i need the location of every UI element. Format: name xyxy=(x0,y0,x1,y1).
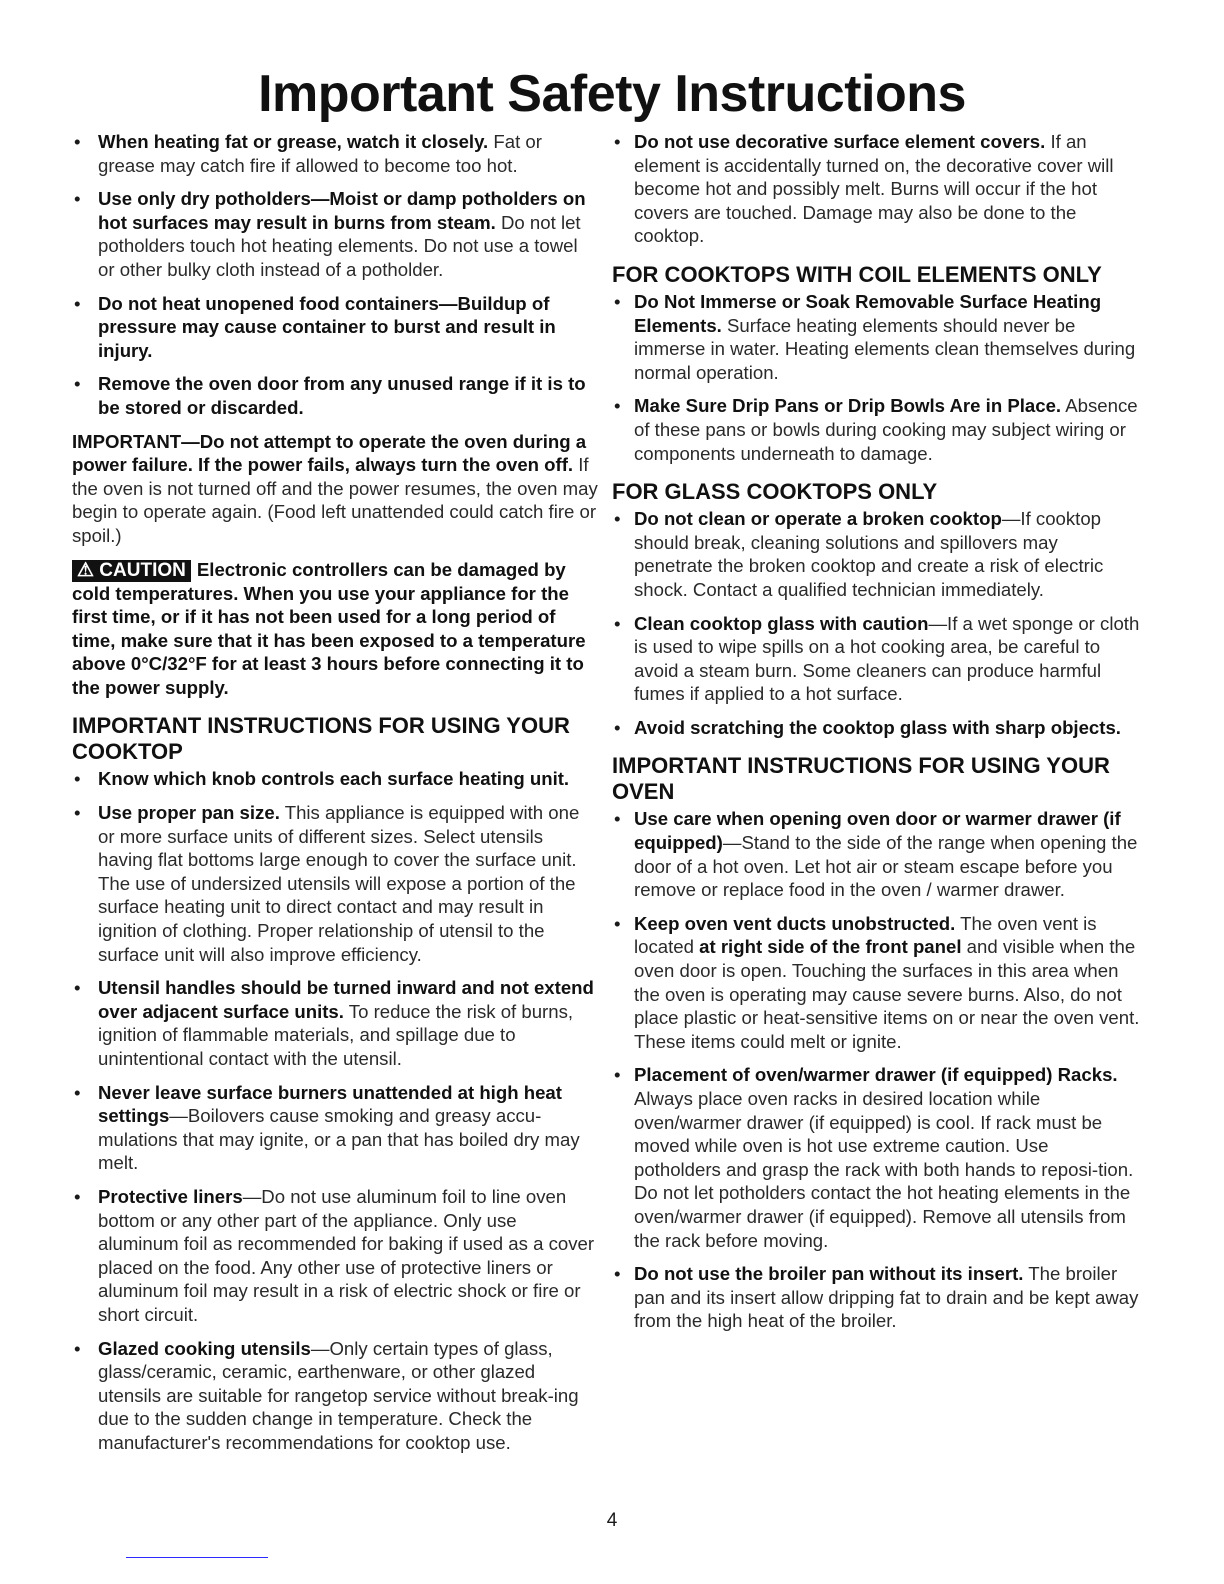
page-number: 4 xyxy=(606,1510,618,1531)
bold-text: Do Not Immerse or Soak Removable Surface Heating Elements. xyxy=(634,290,1102,336)
body-text: —Do not use aluminum foil to line oven bottom or any other part of the appliance. Only use aluminum foil as recommended for baking if used as a cover placed on the food. Any other use of protective liners or aluminum foil may result in a risk of electric shock or fire or short circuit. xyxy=(98,1185,595,1325)
bold-text: at right side of the front panel xyxy=(699,936,962,958)
bold-text: Use care when opening oven door or warmer drawer (if equipped) xyxy=(634,808,1121,854)
body-text: —Only certain types of glass, glass/ceramic, ceramic, earthenware, or other glazed utensils are suitable for rangetop service without break-ing due to the sudden change in temperature. Check the manufacturer's recommendations for cooktop use. xyxy=(98,1337,579,1453)
bullet-item xyxy=(72,801,598,966)
bullet-item xyxy=(612,612,1140,706)
body-text: The oven vent is located xyxy=(634,912,1097,958)
body-text: Fat or grease may catch fire if allowed to become too hot. xyxy=(98,131,542,176)
bold-text: Utensil handles should be turned inward and not extend over adjacent surface units. xyxy=(98,977,594,1022)
body-text: The broiler pan and its insert allow dripping fat to drain and be kept away from the high heat of the broiler. xyxy=(634,1263,1139,1332)
bullet-item xyxy=(72,976,598,1070)
body-text: —Stand to the side of the range when opening the door of a hot oven. Let hot air or steam escape before you remove or replace food in the oven / warmer drawer. xyxy=(634,832,1138,901)
body-text: Do not let potholders touch hot heating elements. Do not use a towel or other bulky cloth instead of a potholder. xyxy=(98,211,581,280)
bullet-item xyxy=(72,292,598,363)
bold-text: Protective liners xyxy=(98,1185,243,1207)
bold-text: Make Sure Drip Pans or Drip Bowls Are in Place. xyxy=(634,395,1062,417)
page-title: Important Safety Instructions xyxy=(258,65,966,123)
bullet-item xyxy=(612,1262,1140,1333)
body-text: Surface heating elements should never be immerse in water. Heating elements clean themselves during normal operation. xyxy=(634,314,1136,383)
bold-text: Keep oven vent ducts unobstructed. xyxy=(634,912,956,934)
body-text: and visible when the oven door is open. Touching the surfaces in this area when the oven is operating may cause severe burns. Also, do not place plastic or heat-sensitive items on or near the oven vent. These items could melt or ignite. xyxy=(634,936,1140,1052)
bullet-item xyxy=(612,394,1140,465)
bullet-item xyxy=(72,1337,598,1455)
caution-paragraph xyxy=(72,558,598,700)
right-column xyxy=(612,130,1140,1343)
section-heading: IMPORTANT INSTRUCTIONS FOR USING YOUR COOKTOP xyxy=(72,713,570,765)
section-heading: FOR GLASS COOKTOPS ONLY xyxy=(612,479,938,505)
bold-text: Electronic controllers can be damaged by cold temperatures. When you use your appliance for the first time, or if it has not been used for a long period of time, make sure that it has been exposed to a temperature above 0°C/32°F for at least 3 hours before connecting it to the power supply. xyxy=(72,558,586,698)
bold-text: Do not clean or operate a broken cooktop xyxy=(634,508,1002,530)
bullet-item xyxy=(72,1081,598,1175)
body-text: If an element is accidentally turned on, the decorative cover will become hot and possibly melt. Burns will occur if the hot covers are touched. Damage may also be done to the cooktop. xyxy=(634,131,1114,247)
bold-text: Remove the oven door from any unused range if it is to be stored or discarded. xyxy=(98,373,586,418)
bold-text: Use only dry potholders—Moist or damp potholders on hot surfaces may result in burns from steam. xyxy=(98,188,586,233)
body-text: Absence of these pans or bowls during cooking may subject wiring or components underneath to damage. xyxy=(634,395,1138,464)
bold-text: Glazed cooking utensils xyxy=(98,1337,311,1359)
bold-text: Know which knob controls each surface heating unit. xyxy=(98,768,570,790)
body-text: Always place oven racks in desired location while oven/warmer drawer (if equipped) is cool. If rack must be moved while oven is hot use extreme caution. Use potholders and grasp the rack with both hands to reposi-tion. Do not let potholders contact the hot heating elements in the oven/warmer drawer (if equipped). Remove all utensils from the rack before moving. xyxy=(634,1088,1134,1251)
bullet-item xyxy=(72,187,598,281)
bold-text: Do not heat unopened food containers—Buildup of pressure may cause container to burst and result in injury. xyxy=(98,292,556,361)
section-heading: FOR COOKTOPS WITH COIL ELEMENTS ONLY xyxy=(612,261,1102,287)
bullet-item xyxy=(612,912,1140,1054)
bullet-item xyxy=(72,767,598,791)
bold-text: When heating fat or grease, watch it closely. xyxy=(98,131,489,152)
bullet-item xyxy=(612,290,1140,384)
bold-text: Do not use the broiler pan without its insert. xyxy=(634,1263,1024,1285)
bold-text: IMPORTANT—Do not attempt to operate the oven during a power failure. If the power fails, always turn the oven off. xyxy=(72,430,587,476)
section-heading: IMPORTANT INSTRUCTIONS FOR USING YOUR OVEN xyxy=(612,753,1110,805)
bold-text: Never leave surface burners unattended at high heat settings xyxy=(98,1081,562,1127)
bullet-item xyxy=(612,130,1140,248)
bullet-item xyxy=(612,507,1140,601)
footer-divider xyxy=(126,1557,268,1558)
bold-text: Clean cooktop glass with caution xyxy=(634,612,929,634)
bullet-item xyxy=(612,716,1140,740)
bold-text: Use proper pan size. xyxy=(98,802,280,824)
bold-text: Avoid scratching the cooktop glass with sharp objects. xyxy=(634,716,1121,738)
body-text: To reduce the risk of burns, ignition of flammable materials, and spillage due to unintentional contact with the utensil. xyxy=(98,1000,574,1069)
body-text: If the oven is not turned off and the power resumes, the oven may begin to operate again. (Food left unattended could catch fire or spoil.) xyxy=(72,454,598,546)
body-text: —If a wet sponge or cloth is used to wipe spills on a hot cooking area, be careful to avoid a steam burn. Some cleaners can produce harmful fumes if applied to a hot surface. xyxy=(634,612,1140,705)
body-text: This appliance is equipped with one or more surface units of different sizes. Select utensils having flat bottoms large enough to cover the surface unit. The use of undersized utensils will expose a portion of the surface heating unit to direct contact and may result in ignition of clothing. Proper relationship of utensil to the surface unit will also improve efficiency. xyxy=(98,802,580,965)
bullet-item xyxy=(72,1185,598,1327)
body-text: —Boilovers cause smoking and greasy accu-mulations that may ignite, or a pan that has boiled dry may melt. xyxy=(98,1105,580,1174)
caution-badge: ⚠ CAUTION xyxy=(72,560,191,582)
bullet-item xyxy=(72,372,598,419)
bold-text: Placement of oven/warmer drawer (if equipped) Racks. xyxy=(634,1064,1118,1086)
left-column xyxy=(72,130,598,1465)
bold-text: Do not use decorative surface element covers. xyxy=(634,131,1046,152)
bullet-item xyxy=(72,130,598,177)
bullet-item xyxy=(612,807,1140,901)
important-paragraph xyxy=(72,430,598,548)
bullet-item xyxy=(612,1063,1140,1252)
body-text: —If cooktop should break, cleaning solutions and spillovers may penetrate the broken cooktop and create a risk of electric shock. Contact a qualified technician immediately. xyxy=(634,508,1104,600)
